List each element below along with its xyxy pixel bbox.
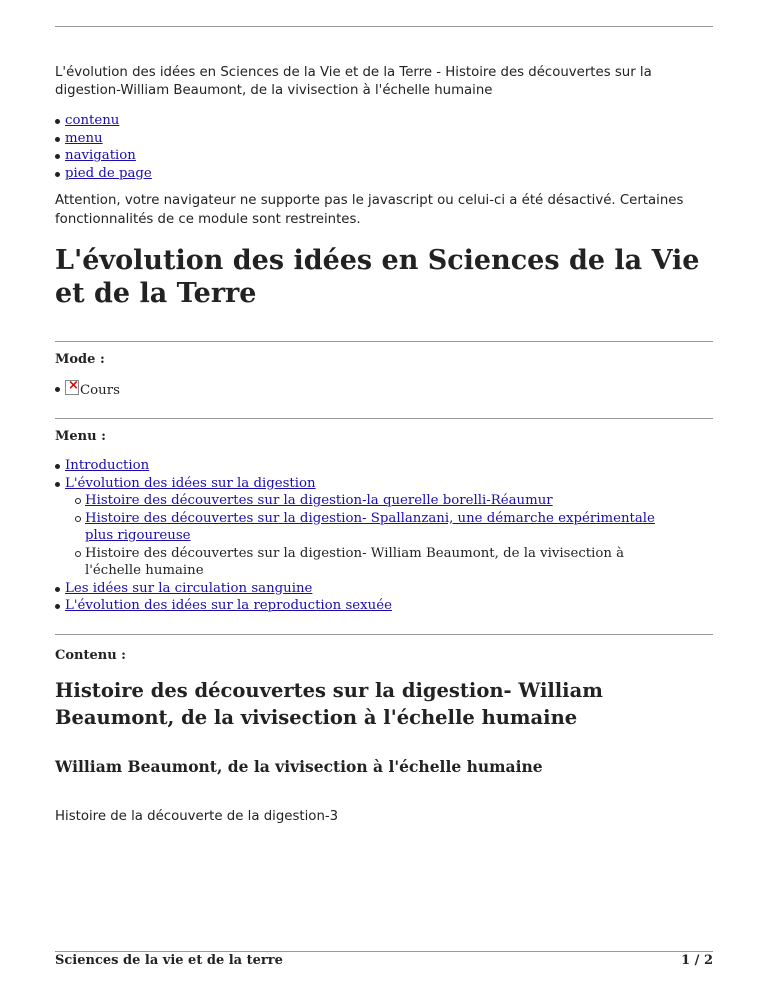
top-divider	[55, 26, 713, 27]
skip-link-item	[55, 130, 152, 148]
skip-links	[55, 112, 152, 182]
page	[55, 0, 713, 994]
skip-link-navigation[interactable]: navigation	[65, 148, 136, 163]
mode-label: Mode :	[55, 352, 105, 367]
mode-item-label: Cours	[80, 383, 120, 398]
menu-link-digestion[interactable]: L'évolution des idées sur la digestion	[65, 475, 316, 491]
menu-item	[55, 475, 673, 580]
divider-menu	[55, 418, 713, 419]
broken-image-icon	[65, 380, 79, 395]
menu-list	[55, 457, 673, 615]
menu-link-borelli-reaumur[interactable]: Histoire des découvertes sur la digestion-la querelle borelli-Réaumur	[85, 493, 553, 508]
content-subheading: William Beaumont, de la vivisection à l'échelle humaine	[55, 757, 543, 776]
submenu-digestion	[65, 492, 673, 580]
submenu-item	[75, 492, 673, 510]
menu-link-circulation[interactable]: Les idées sur la circulation sanguine	[65, 580, 313, 596]
submenu-item-current: Histoire des découvertes sur la digestion- William Beaumont, de la vivisection à l'échelle humaine	[75, 545, 673, 580]
skip-link-contenu[interactable]: contenu	[65, 113, 120, 128]
menu-item	[55, 597, 673, 615]
skip-link-menu[interactable]: menu	[65, 130, 103, 146]
mode-list	[55, 380, 120, 400]
divider-mode	[55, 341, 713, 342]
menu-label: Menu :	[55, 429, 106, 444]
menu-item	[55, 580, 673, 598]
content-label: Contenu :	[55, 648, 126, 663]
menu-link-reproduction[interactable]: L'évolution des idées sur la reproduction sexuée	[65, 598, 392, 613]
footer-title: Sciences de la vie et de la terre	[55, 953, 283, 968]
submenu-item	[75, 510, 673, 545]
menu-link-spallanzani[interactable]: Histoire des découvertes sur la digestion- Spallanzani, une démarche expérimentale plus rigoureuse	[85, 510, 655, 543]
divider-content	[55, 634, 713, 635]
skip-link-pied-de-page[interactable]: pied de page	[65, 165, 152, 181]
menu-item	[55, 457, 673, 475]
site-title: L'évolution des idées en Sciences de la Vie et de la Terre	[55, 245, 700, 309]
footer-divider	[55, 951, 713, 952]
skip-link-item	[55, 112, 152, 130]
page-number: 1 / 2	[681, 953, 713, 968]
mode-item-cours[interactable]	[55, 380, 120, 400]
page-header-breadcrumb: L'évolution des idées en Sciences de la Vie et de la Terre - Histoire des découvertes sur la digestion-William Beaumont, de la vivisection à l'échelle humaine	[55, 65, 652, 98]
javascript-notice: Attention, votre navigateur ne supporte pas le javascript ou celui-ci a été désactivé. Certaines fonctionnalités de ce module sont restreintes.	[55, 193, 684, 227]
content-heading: Histoire des découvertes sur la digestion- William Beaumont, de la vivisection à l'échelle humaine	[55, 679, 603, 729]
skip-link-item	[55, 165, 152, 183]
skip-link-item	[55, 147, 152, 165]
menu-link-introduction[interactable]: Introduction	[65, 458, 150, 473]
content-paragraph: Histoire de la découverte de la digestion-3	[55, 809, 339, 824]
